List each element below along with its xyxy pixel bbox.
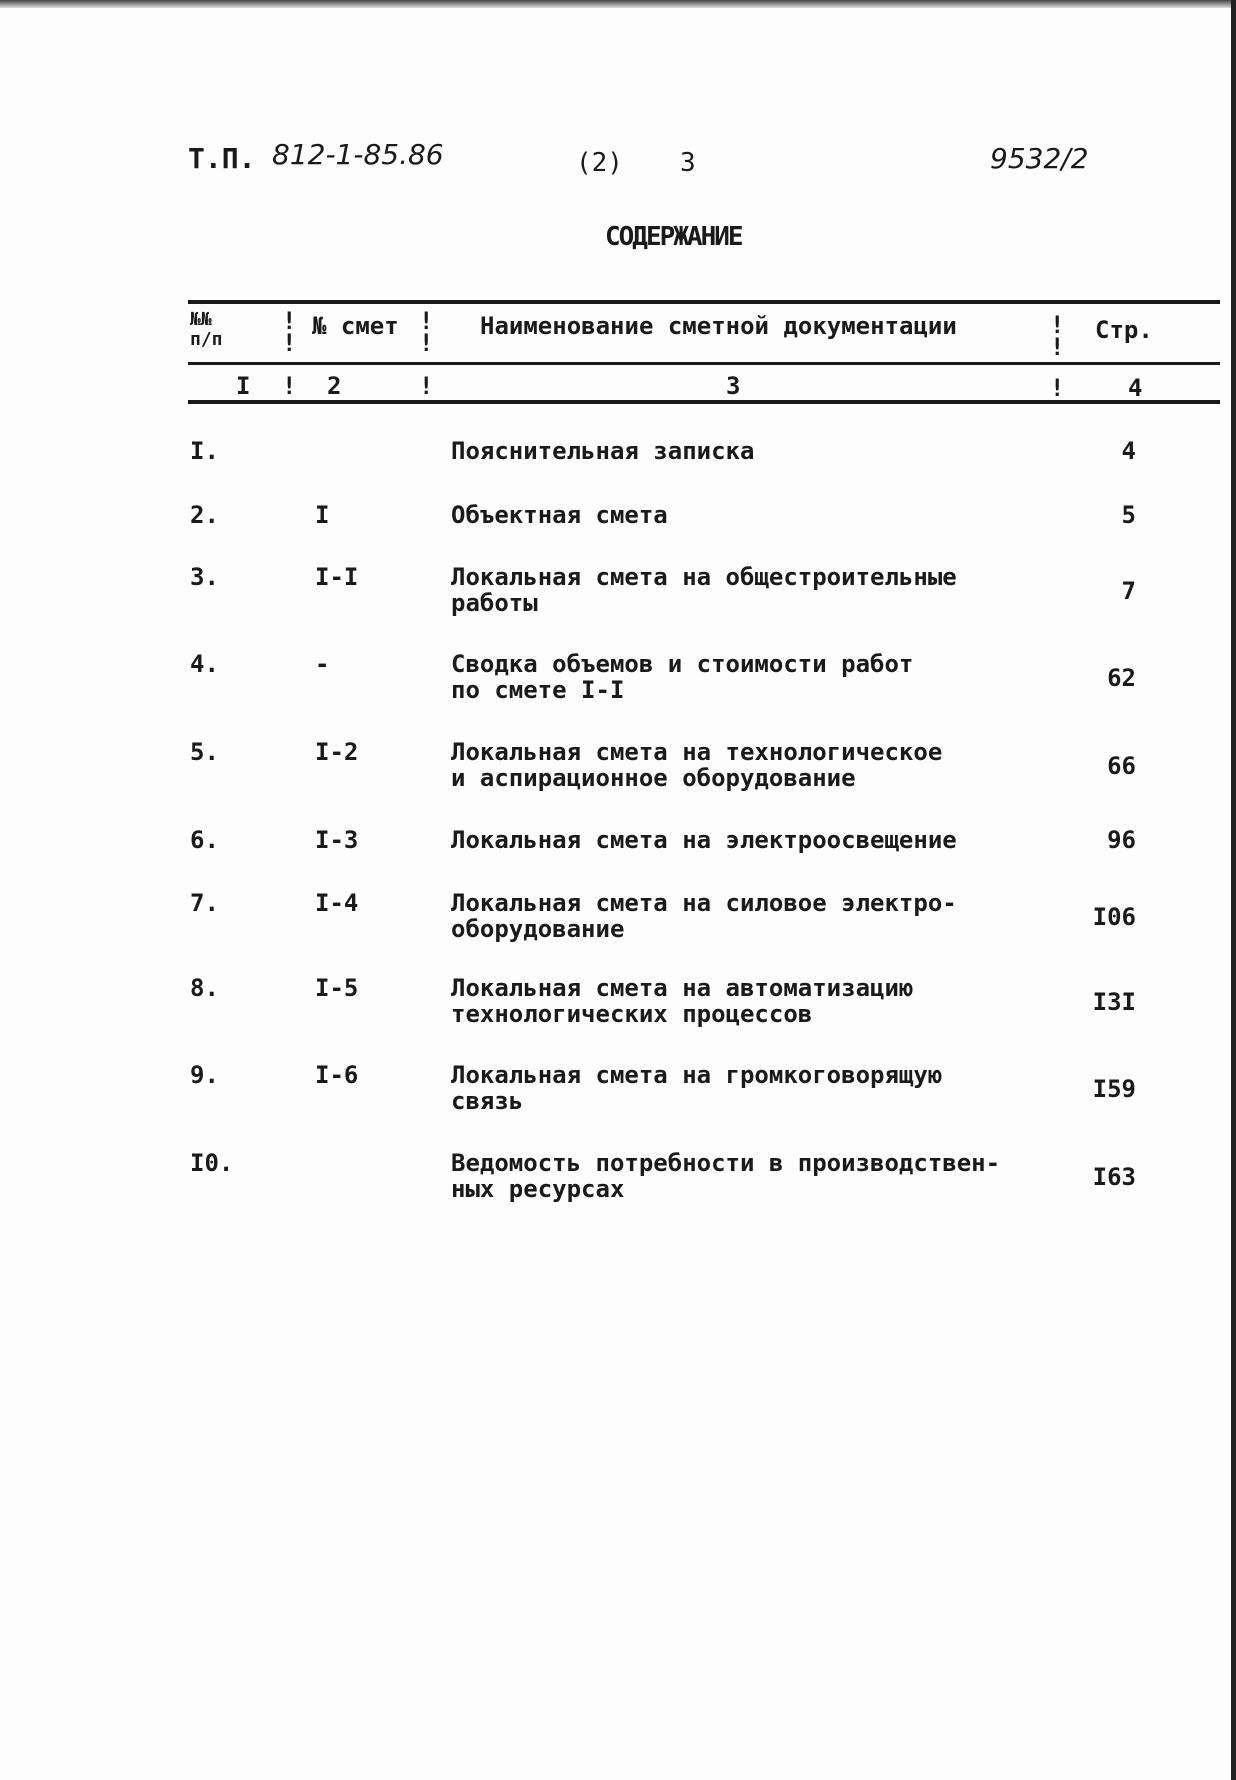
row-number: 8.	[190, 974, 219, 1002]
row-document-name: Локальная смета на электроосвещение	[451, 826, 957, 854]
row-number: 7.	[190, 889, 219, 917]
page-title: СОДЕРЖАНИЕ	[605, 222, 742, 252]
header-prefix: Т.П.	[188, 142, 256, 175]
row-smeta-number: I-I	[315, 563, 359, 591]
row-number: 5.	[190, 738, 219, 766]
row-smeta-number: I	[315, 501, 330, 529]
column-number-4: 4	[1128, 374, 1143, 402]
row-document-name: Локальная смета на громкоговорящую связь	[451, 1061, 943, 1115]
row-page: 5	[1121, 501, 1136, 529]
row-page: 96	[1107, 826, 1136, 854]
row-document-name: Сводка объемов и стоимости работ по смете I-I	[451, 650, 914, 704]
column-separator: !	[1050, 374, 1065, 402]
row-document-name: Пояснительная записка	[451, 437, 755, 465]
row-document-name: Локальная смета на общестроительные работы	[451, 563, 957, 617]
row-number: 3.	[190, 563, 219, 591]
column-separator: ! !	[282, 307, 297, 357]
table-numbers-rule	[188, 400, 1220, 404]
column-header-number: №№ п/п	[190, 309, 223, 350]
row-document-name: Объектная смета	[451, 501, 668, 529]
row-document-name: Ведомость потребности в производствен- ных ресурсах	[451, 1149, 1001, 1203]
column-separator: !	[282, 372, 297, 400]
table-top-rule	[188, 300, 1220, 304]
table-header-rule	[188, 362, 1220, 365]
row-document-name: Локальная смета на технологическое и аспирационное оборудование	[451, 738, 943, 792]
row-number: I0.	[190, 1149, 234, 1177]
row-page: 4	[1121, 437, 1136, 465]
row-page: I06	[1092, 903, 1136, 931]
column-separator: !	[419, 372, 434, 400]
row-smeta-number: I-3	[315, 826, 359, 854]
row-document-name: Локальная смета на силовое электро- оборудование	[451, 889, 957, 943]
row-number: I.	[190, 437, 219, 465]
row-document-name: Локальная смета на автоматизацию технологических процессов	[451, 974, 914, 1028]
row-smeta-number: -	[315, 650, 330, 678]
row-number: 6.	[190, 826, 219, 854]
row-smeta-number: I-6	[315, 1061, 359, 1089]
row-page: I3I	[1092, 988, 1136, 1016]
row-page: I63	[1092, 1163, 1136, 1191]
scan-edge-top	[0, 0, 1236, 8]
column-separator: ! !	[1050, 311, 1065, 361]
column-number-2: 2	[327, 372, 342, 400]
row-page: 7	[1121, 577, 1136, 605]
header-page-number: 3	[680, 148, 696, 178]
column-header-page: Стр.	[1095, 316, 1153, 344]
row-smeta-number: I-5	[315, 974, 359, 1002]
column-header-name: Наименование сметной документации	[480, 312, 957, 340]
column-header-smeta: № смет	[312, 312, 399, 340]
row-page: 62	[1107, 664, 1136, 692]
row-page: 66	[1107, 752, 1136, 780]
header-part: (2)	[576, 148, 623, 178]
column-number-3: 3	[726, 372, 741, 400]
row-number: 2.	[190, 501, 219, 529]
row-page: I59	[1092, 1075, 1136, 1103]
header-project-number: 812-1-85.86	[272, 138, 444, 171]
row-smeta-number: I-2	[315, 738, 359, 766]
row-number: 4.	[190, 650, 219, 678]
row-number: 9.	[190, 1061, 219, 1089]
column-number-1: I	[236, 372, 251, 400]
row-smeta-number: I-4	[315, 889, 359, 917]
column-separator: ! !	[419, 307, 434, 357]
header-code: 9532/2	[990, 142, 1089, 175]
scan-edge-right	[1231, 0, 1236, 1780]
